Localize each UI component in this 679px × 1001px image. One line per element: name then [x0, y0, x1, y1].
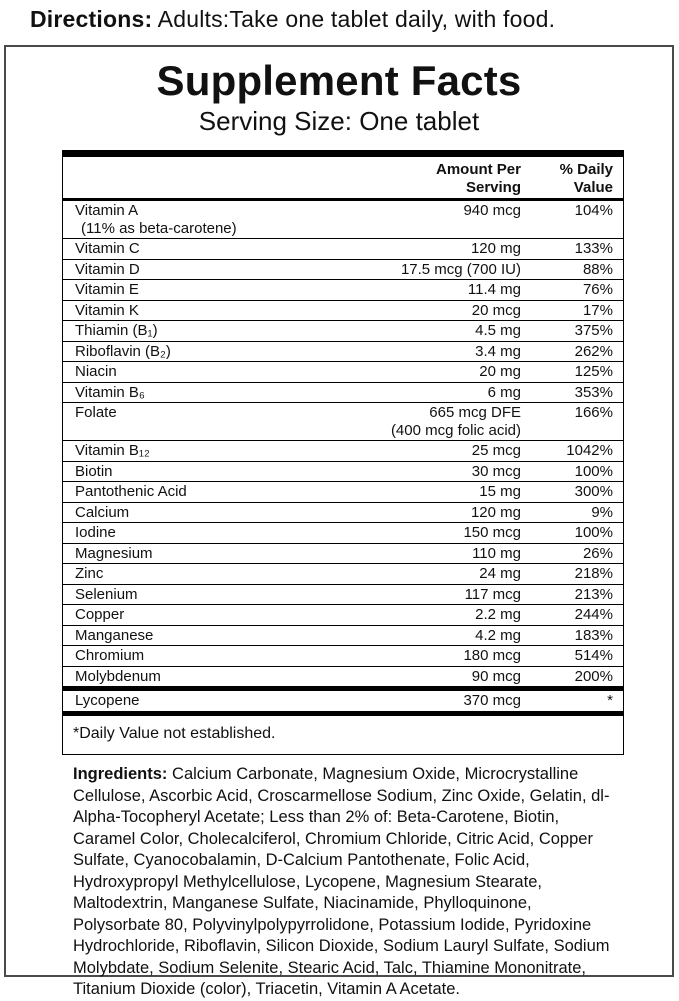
header-daily-value — [521, 161, 623, 196]
nutrient-daily-value: 104% — [574, 202, 613, 219]
directions-line — [30, 6, 555, 33]
table-row — [63, 543, 623, 564]
nutrient-name: Iodine — [75, 524, 116, 541]
nutrient-daily-value: 262% — [574, 342, 613, 360]
nutrient-daily-value: 26% — [582, 544, 613, 562]
nutrient-name: Pantothenic Acid — [75, 483, 187, 500]
nutrient-name: Folate — [75, 404, 117, 421]
nutrient-daily-value: 9% — [591, 503, 613, 521]
table-row — [63, 382, 623, 403]
nutrient-daily-value: 133% — [574, 240, 613, 257]
other-ingredient-rows — [63, 686, 623, 711]
nutrient-amount: 117 mcg — [464, 585, 521, 603]
table-row — [63, 238, 623, 259]
nutrient-name: Chromium — [75, 647, 145, 664]
nutrient-amount: 110 mg — [472, 544, 521, 562]
nutrient-amount: 6 mg — [487, 383, 521, 401]
table-row — [63, 361, 623, 382]
nutrient-amount: 150 mcg — [463, 524, 521, 541]
supplement-label-box — [4, 45, 674, 998]
nutrient-name: Vitamin K — [75, 301, 139, 319]
table-row — [63, 604, 623, 625]
nutrient-daily-value: 213% — [574, 585, 613, 603]
nutrient-name: Manganese — [75, 626, 154, 644]
nutrient-daily-value: 300% — [574, 483, 613, 500]
nutrient-name: Copper — [75, 606, 125, 623]
nutrient-amount: 15 mg — [479, 483, 521, 500]
table-row — [63, 645, 623, 666]
nutrient-daily-value: 76% — [582, 281, 613, 298]
nutrient-name: Zinc — [75, 565, 104, 582]
table-row — [63, 320, 623, 341]
nutrient-daily-value: 514% — [574, 647, 613, 664]
nutrient-daily-value: 1042% — [566, 442, 613, 459]
nutrient-amount: 120 mg — [470, 240, 521, 257]
nutrient-daily-value: 244% — [574, 606, 613, 623]
table-row — [63, 300, 623, 321]
table-row — [63, 341, 623, 362]
directions-text: Adults:Take one tablet daily, with food. — [157, 6, 556, 32]
nutrient-daily-value: 88% — [582, 260, 613, 278]
nutrient-amount: 11.4 mg — [467, 281, 521, 298]
nutrient-daily-value: 100% — [574, 524, 613, 541]
nutrient-name: Vitamin C — [75, 240, 140, 257]
nutrient-name: Biotin — [75, 462, 113, 480]
table-row — [63, 259, 623, 280]
nutrient-amount: 940 mcg — [463, 202, 521, 219]
nutrient-amount: 90 mcg — [471, 667, 521, 685]
nutrient-daily-value: 17% — [582, 301, 613, 319]
nutrient-amount-line2: (400 mcg folic acid) — [390, 421, 521, 439]
nutrient-daily-value: * — [607, 692, 613, 709]
nutrient-amount: 30 mcg — [471, 462, 521, 480]
nutrient-daily-value: 200% — [574, 667, 613, 685]
nutrient-daily-value: 166% — [574, 404, 613, 421]
nutrient-amount: 370 mcg — [463, 692, 521, 709]
panel-title: Supplement Facts — [156, 57, 522, 104]
nutrient-daily-value: 125% — [574, 363, 613, 380]
nutrient-amount: 120 mg — [470, 503, 521, 521]
directions-label: Directions: — [30, 6, 153, 32]
nutrient-amount: 20 mcg — [471, 301, 521, 319]
table-row — [63, 563, 623, 584]
ingredients-paragraph — [73, 764, 618, 1001]
table-row — [63, 279, 623, 300]
header-dv-line1: % Daily — [559, 161, 613, 178]
nutrient-daily-value: 353% — [574, 383, 613, 401]
nutrient-name: Niacin — [75, 363, 117, 380]
nutrient-name: Vitamin A — [75, 202, 139, 219]
nutrient-name: Calcium — [75, 503, 130, 521]
nutrient-amount: 20 mg — [479, 363, 521, 380]
nutrient-name: Vitamin D — [75, 260, 140, 278]
nutrient-amount: 24 mg — [479, 565, 521, 582]
table-row — [63, 584, 623, 605]
table-row — [63, 625, 623, 646]
nutrient-amount: 17.5 mcg (700 IU) — [400, 260, 521, 278]
header-dv-line2: Value — [573, 178, 613, 196]
header-amount-line1: Amount Per — [435, 161, 521, 178]
nutrient-name: Magnesium — [75, 544, 153, 562]
nutrient-daily-value: 375% — [574, 322, 613, 339]
serving-size: Serving Size: One tablet — [198, 106, 480, 136]
nutrient-name: Thiamin (B₁) — [75, 322, 158, 339]
table-row — [63, 402, 623, 440]
header-amount-per-serving — [63, 161, 521, 196]
nutrient-name: Lycopene — [75, 692, 140, 709]
nutrient-name: Vitamin B₁₂ — [75, 442, 150, 459]
nutrient-daily-value: 100% — [574, 462, 613, 480]
nutrient-name: Molybdenum — [75, 667, 161, 685]
table-row — [63, 691, 623, 711]
table-row — [63, 461, 623, 482]
table-row — [63, 481, 623, 502]
nutrient-subtext: (11% as beta-carotene) — [81, 219, 237, 237]
nutrient-daily-value: 218% — [574, 565, 613, 582]
nutrient-amount: 4.5 mg — [475, 322, 521, 339]
nutrient-amount: 25 mcg — [471, 442, 521, 459]
ingredients-label: Ingredients: — [73, 765, 168, 783]
nutrient-amount: 4.2 mg — [475, 626, 521, 644]
nutrient-amount: 3.4 mg — [475, 342, 521, 360]
table-row — [63, 201, 623, 238]
ingredients-text: Calcium Carbonate, Magnesium Oxide, Microcrystalline Cellulose, Ascorbic Acid, Croscarmellose Sodium, Zinc Oxide, Gelatin, dl-Alpha-Tocopheryl Acetate; Less than 2% of: Beta-Carotene, Biotin, Caramel Color, Cholecalciferol, Chromium Chloride, Citric Acid, Copper Sulfate, Cyanocobalamin, D-Calcium Pantothenate, Folic Acid, Hydroxypropyl Methylcellulose, Lycopene, Magnesium Stearate, Maltodextrin, Manganese Sulfate, Niacinamide, Phylloquinone, Polysorbate 80, Polyvinylpolypyrrolidone, Potassium Iodide, Pyridoxine Hydrochloride, Riboflavin, Silicon Dioxide, Sodium Lauryl Sulfate, Sodium Molybdate, Sodium Selenite, Stearic Acid, Talc, Thiamine Mononitrate, Titanium Dioxide (color), Triacetin, Vitamin A Acetate. — [73, 765, 610, 998]
nutrient-name: Vitamin E — [75, 281, 139, 298]
table-row — [63, 522, 623, 543]
nutrient-rows — [63, 201, 623, 686]
table-row — [63, 666, 623, 687]
daily-value-footnote: *Daily Value not established. — [63, 711, 623, 755]
header-amount-line2: Serving — [465, 178, 521, 196]
table-header — [63, 157, 623, 201]
nutrient-daily-value: 183% — [574, 626, 613, 644]
nutrient-name: Riboflavin (B₂) — [75, 342, 171, 360]
table-row — [63, 440, 623, 461]
nutrient-name: Vitamin B₆ — [75, 383, 145, 401]
nutrient-amount: 180 mcg — [463, 647, 521, 664]
nutrient-amount: 2.2 mg — [475, 606, 521, 623]
table-row — [63, 502, 623, 523]
nutrient-amount: 665 mcg DFE — [429, 404, 521, 421]
nutrient-name: Selenium — [75, 585, 138, 603]
supplement-facts-table — [62, 150, 624, 755]
